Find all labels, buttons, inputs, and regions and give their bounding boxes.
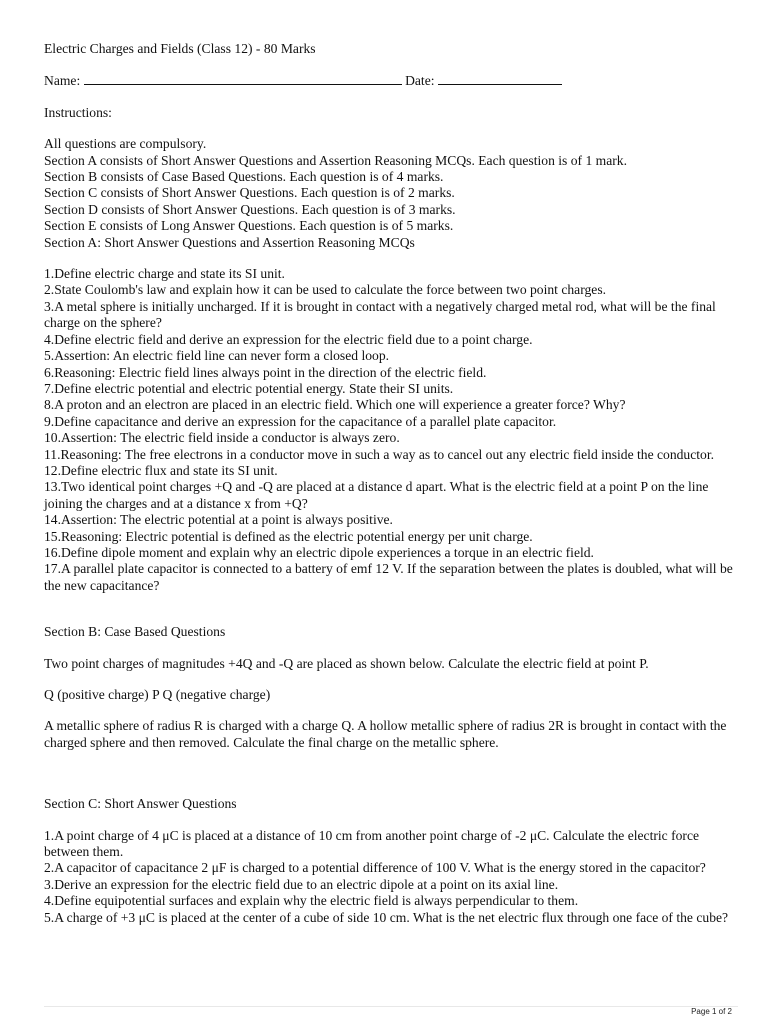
question-item: 2.State Coulomb's law and explain how it can be used to calculate the force between two point charges.: [44, 282, 607, 298]
section-a-heading: Section A: Short Answer Questions and Assertion Reasoning MCQs: [44, 234, 415, 250]
question-item: 2.A capacitor of capacitance 2 μF is charged to a potential difference of 100 V. What is the energy stored in the capacitor?: [44, 860, 706, 876]
instructions-list: [44, 136, 734, 251]
name-date-line: [44, 72, 734, 89]
question-item: 3.A metal sphere is initially uncharged. If it is brought in contact with a negatively charged metal rod, what will be the final charge on the sphere?: [44, 298, 716, 331]
page-number: Page 1 of 2: [691, 1007, 732, 1016]
case-question-2: A metallic sphere of radius R is charged with a charge Q. A hollow metallic sphere of radius 2R is brought in contact with the charged sphere and then removed. Calculate the final charge on the metallic sphere.: [44, 718, 727, 750]
question-item: 5.A charge of +3 μC is placed at the center of a cube of side 10 cm. What is the net electric flux through one face of the cube?: [44, 909, 729, 925]
question-item: 6.Reasoning: Electric field lines always point in the direction of the electric field.: [44, 364, 487, 380]
instruction-line: Section D consists of Short Answer Questions. Each question is of 3 marks.: [44, 201, 456, 217]
question-item: 1.Define electric charge and state its SI unit.: [44, 266, 285, 282]
question-item: 5.Assertion: An electric field line can never form a closed loop.: [44, 348, 390, 364]
instructions-heading: Instructions:: [44, 104, 112, 120]
question-item: 17.A parallel plate capacitor is connected to a battery of emf 12 V. If the separation between the plates is doubled, what will be the new capacitance?: [44, 561, 733, 593]
question-item: 14.Assertion: The electric potential at a point is always positive.: [44, 512, 393, 528]
question-item: 15.Reasoning: Electric potential is defined as the electric potential energy per unit charge.: [44, 528, 533, 544]
section-a-questions: [44, 266, 734, 594]
footer-divider: [44, 1006, 738, 1007]
question-item: 12.Define electric flux and state its SI unit.: [44, 462, 278, 478]
question-item: 10.Assertion: The electric field inside a conductor is always zero.: [44, 430, 400, 446]
date-label: Date:: [405, 73, 435, 89]
question-item: 4.Define equipotential surfaces and explain why the electric field is always perpendicular to them.: [44, 893, 579, 909]
instruction-line: All questions are compulsory.: [44, 136, 207, 152]
question-item: 16.Define dipole moment and explain why an electric dipole experiences a torque in an electric field.: [44, 544, 594, 560]
question-item: 1.A point charge of 4 μC is placed at a distance of 10 cm from another point charge of -2 μC. Calculate the electric force between them.: [44, 827, 700, 860]
question-item: 3.Derive an expression for the electric field due to an electric dipole at a point on its axial line.: [44, 876, 559, 892]
document-title: Electric Charges and Fields (Class 12) - 80 Marks: [44, 41, 316, 56]
date-blank-field[interactable]: [438, 72, 562, 85]
question-item: 8.A proton and an electron are placed in an electric field. Which one will experience a greater force? Why?: [44, 397, 626, 413]
case-figure-caption: Q (positive charge) P Q (negative charge): [44, 687, 271, 702]
instruction-line: Section E consists of Long Answer Questions. Each question is of 5 marks.: [44, 218, 454, 234]
case-question-1: Two point charges of magnitudes +4Q and -Q are placed as shown below. Calculate the electric field at point P.: [44, 655, 649, 671]
instruction-line: Section C consists of Short Answer Questions. Each question is of 2 marks.: [44, 185, 455, 201]
question-item: 13.Two identical point charges +Q and -Q are placed at a distance d apart. What is the electric field at a point P on the line joining the charges and at a distance x from +Q?: [44, 479, 709, 511]
question-item: 7.Define electric potential and electric potential energy. State their SI units.: [44, 380, 454, 396]
question-item: 9.Define capacitance and derive an expression for the capacitance of a parallel plate capacitor.: [44, 413, 557, 429]
section-c-questions: [44, 828, 734, 926]
question-item: 11.Reasoning: The free electrons in a conductor move in such a way as to cancel out any electric field inside the conductor.: [44, 446, 715, 462]
instruction-line: Section B consists of Case Based Questions. Each question is of 4 marks.: [44, 169, 444, 185]
instruction-line: Section A consists of Short Answer Questions and Assertion Reasoning MCQs. Each question is of 1 mark.: [44, 152, 627, 168]
name-label: Name:: [44, 73, 81, 89]
name-blank-field[interactable]: [84, 72, 402, 85]
section-b-heading: Section B: Case Based Questions: [44, 624, 226, 640]
question-item: 4.Define electric field and derive an expression for the electric field due to a point charge.: [44, 331, 533, 347]
document-content: [44, 41, 734, 926]
section-c-heading: Section C: Short Answer Questions: [44, 796, 237, 812]
